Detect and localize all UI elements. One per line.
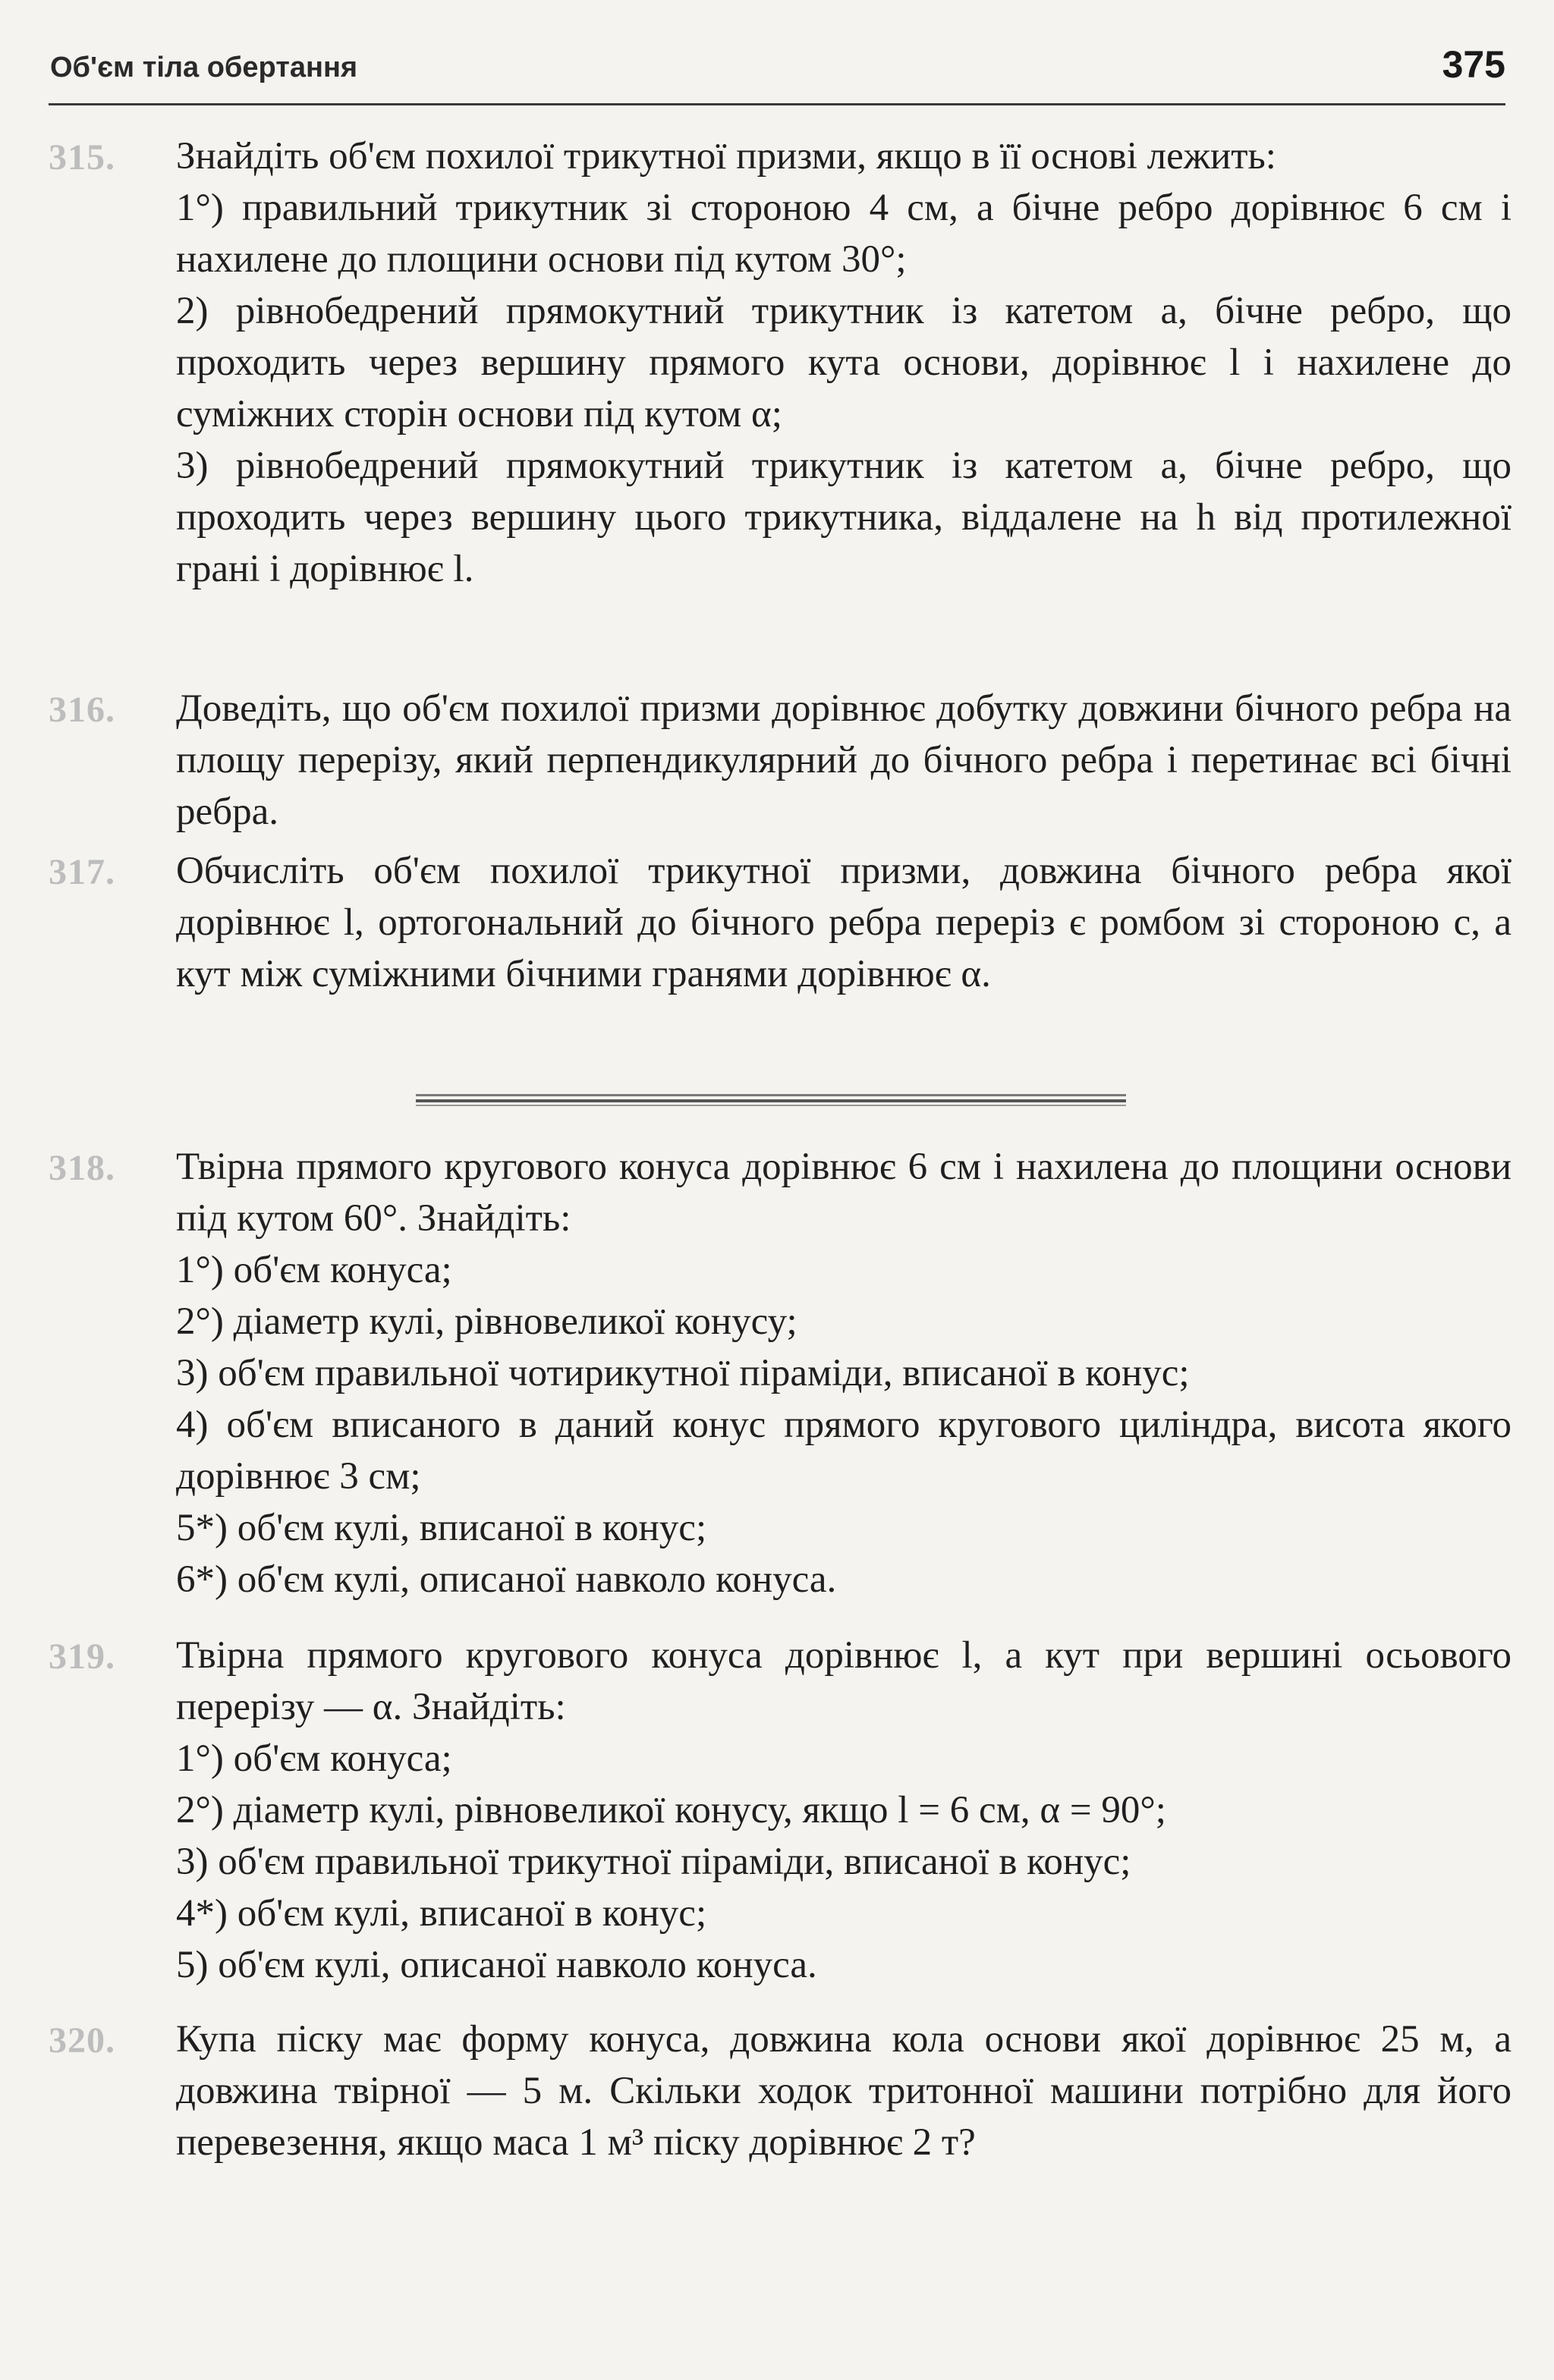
section-divider xyxy=(416,1093,1126,1106)
sub-item-3: 3) об'єм правильної трикутної піраміди, вписаної в конус; xyxy=(176,1841,1131,1883)
page-header xyxy=(49,39,1505,105)
problem-text xyxy=(176,2014,1512,2168)
sub-item-1: 1°) об'єм конуса; xyxy=(176,1249,452,1291)
problem-intro: Доведіть, що об'єм похилої призми дорівнює добутку довжини бічного ребра на площу перерізу, який перпендикулярний до бічного ребра і перетинає всі бічні ребра. xyxy=(176,687,1512,833)
sub-item-5: 5) об'єм кулі, описаної навколо конуса. xyxy=(176,1944,817,1986)
problem-316 xyxy=(49,683,1512,838)
problem-intro: Знайдіть об'єм похилої трикутної призми, якщо в її основі лежить: xyxy=(176,135,1276,178)
problem-number: 319. xyxy=(49,1636,115,1677)
problem-318 xyxy=(49,1141,1512,1605)
problem-number: 317. xyxy=(49,852,115,892)
sub-item-4: 4) об'єм вписаного в даний конус прямого кругового циліндра, висота якого дорівнює 3 см; xyxy=(176,1404,1512,1498)
problem-intro: Твірна прямого кругового конуса дорівнює l, а кут при вершині осьового перерізу — α. Знайдіть: xyxy=(176,1634,1512,1728)
sub-item-1: 1°) правильний трикутник зі стороною 4 см, а бічне ребро дорівнює 6 см і нахилене до площини основи під кутом 30°; xyxy=(176,187,1512,281)
sub-item-2: 2°) діаметр кулі, рівновеликої конусу, якщо l = 6 см, α = 90°; xyxy=(176,1789,1166,1831)
problem-number: 316. xyxy=(49,690,115,730)
problem-intro: Твірна прямого кругового конуса дорівнює 6 см і нахилена до площини основи під кутом 60°. Знайдіть: xyxy=(176,1146,1512,1240)
problem-320 xyxy=(49,2014,1512,2168)
sub-item-2: 2°) діаметр кулі, рівновеликої конусу; xyxy=(176,1300,797,1343)
problem-text xyxy=(176,1630,1512,1991)
problem-text xyxy=(176,683,1512,838)
sub-item-5: 5*) об'єм кулі, вписаної в конус; xyxy=(176,1507,707,1549)
problem-number: 320. xyxy=(49,2020,115,2061)
sub-item-3: 3) рівнобедрений прямокутний трикутник із катетом a, бічне ребро, що проходить через вершину цього трикутника, віддалене на h від протилежної грані і дорівнює l. xyxy=(176,445,1512,590)
problem-317 xyxy=(49,845,1512,1000)
problem-text xyxy=(176,130,1512,595)
sub-item-4: 4*) об'єм кулі, вписаної в конус; xyxy=(176,1892,707,1935)
problem-text xyxy=(176,845,1512,1000)
sub-item-1: 1°) об'єм конуса; xyxy=(176,1737,452,1780)
sub-item-2: 2) рівнобедрений прямокутний трикутник із катетом a, бічне ребро, що проходить через вершину прямого кута основи, дорівнює l і нахилене до суміжних сторін основи під кутом α; xyxy=(176,290,1512,435)
page-number: 375 xyxy=(1442,43,1505,86)
problem-number: 315. xyxy=(49,137,115,178)
problem-text xyxy=(176,1141,1512,1605)
problem-319 xyxy=(49,1630,1512,1991)
problem-intro: Купа піску має форму конуса, довжина кола основи якої дорівнює 25 м, а довжина твірної — 5 м. Скільки ходок тритонної машини потрібно для його перевезення, якщо маса 1 м³ піску дорівнює 2 т? xyxy=(176,2018,1512,2164)
problem-intro: Обчисліть об'єм похилої трикутної призми, довжина бічного ребра якої дорівнює l, ортогональний до бічного ребра переріз є ромбом зі стороною c, а кут між суміжними бічними гранями дорівнює α. xyxy=(176,850,1512,995)
running-head: Об'єм тіла обертання xyxy=(50,52,358,83)
sub-item-3: 3) об'єм правильної чотирикутної піраміди, вписаної в конус; xyxy=(176,1352,1190,1394)
problem-number: 318. xyxy=(49,1148,115,1188)
sub-item-6: 6*) об'єм кулі, описаної навколо конуса. xyxy=(176,1558,837,1601)
problem-315 xyxy=(49,130,1512,595)
